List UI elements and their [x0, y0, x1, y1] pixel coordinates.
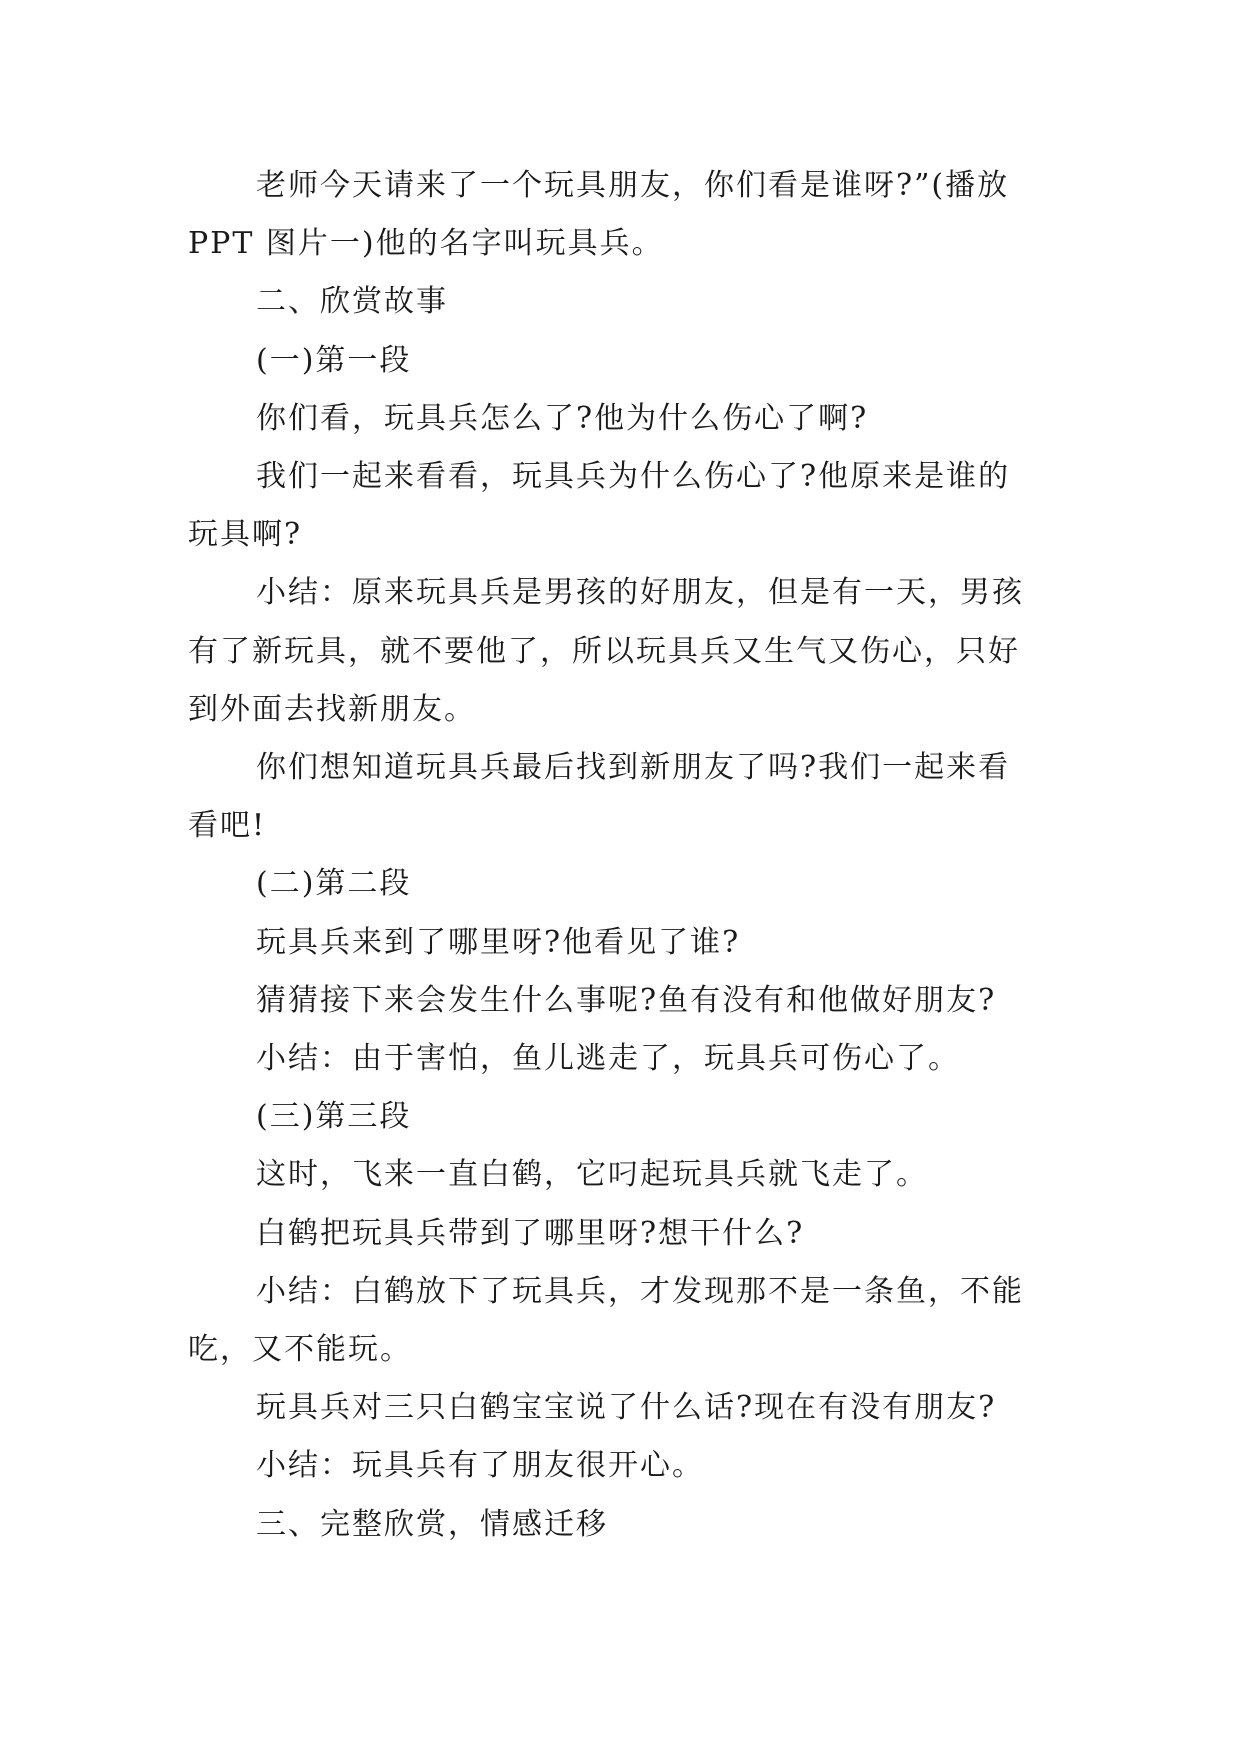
text-line: 小结：原来玩具兵是男孩的好朋友，但是有一天，男孩: [256, 575, 1024, 611]
text-line: 看吧!: [188, 808, 267, 844]
text-line: 小结：由于害怕，鱼儿逃走了，玩具兵可伤心了。: [256, 1041, 960, 1077]
text-line: 玩具兵来到了哪里呀?他看见了谁?: [256, 924, 741, 960]
text-line: 吃，又不能玩。: [188, 1332, 412, 1368]
paragraph: [188, 448, 1054, 564]
subsection-heading: [188, 855, 1054, 913]
text-line: 小结：白鹤放下了玩具兵，才发现那不是一条鱼，不能: [256, 1273, 1024, 1309]
summary-paragraph: [188, 1263, 1054, 1379]
section-heading: [188, 1496, 1054, 1554]
text-line: 三、完整欣赏，情感迁移: [256, 1506, 608, 1542]
text-line: 二、欣赏故事: [256, 284, 448, 320]
paragraph: [188, 972, 1054, 1030]
summary-paragraph: [188, 564, 1054, 739]
text-line: 有了新玩具，就不要他了，所以玩具兵又生气又伤心，只好: [188, 633, 1020, 669]
text-line: 玩具啊?: [188, 517, 303, 553]
paragraph: [188, 914, 1054, 972]
text-line: PPT 图片一)他的名字叫玩具兵。: [188, 226, 664, 262]
summary-paragraph: [188, 1030, 1054, 1088]
text-line: (三)第三段: [256, 1099, 412, 1135]
paragraph: [188, 739, 1054, 855]
paragraph: [188, 1146, 1054, 1204]
subsection-heading: [188, 332, 1054, 390]
paragraph: [188, 390, 1054, 448]
text-line: 白鹤把玩具兵带到了哪里呀?想干什么?: [256, 1215, 805, 1251]
subsection-heading: [188, 1088, 1054, 1146]
text-line: 到外面去找新朋友。: [188, 691, 476, 727]
section-heading: [188, 273, 1054, 331]
text-line: 我们一起来看看，玩具兵为什么伤心了?他原来是谁的: [256, 459, 1011, 495]
text-line: 你们看，玩具兵怎么了?他为什么伤心了啊?: [256, 400, 869, 436]
paragraph-intro: [188, 157, 1054, 273]
text-line: 老师今天请来了一个玩具朋友，你们看是谁呀?”(播放: [256, 168, 1010, 203]
text-line: 你们想知道玩具兵最后找到新朋友了吗?我们一起来看: [256, 750, 1011, 786]
document-body: [188, 157, 1054, 1554]
text-line: (二)第二段: [256, 866, 412, 902]
text-line: 这时，飞来一直白鹤，它叼起玩具兵就飞走了。: [256, 1157, 928, 1193]
text-line: (一)第一段: [256, 342, 412, 378]
text-line: 猜猜接下来会发生什么事呢?鱼有没有和他做好朋友?: [256, 982, 997, 1018]
text-line: 小结：玩具兵有了朋友很开心。: [256, 1448, 704, 1484]
text-line: 玩具兵对三只白鹤宝宝说了什么话?现在有没有朋友?: [256, 1390, 997, 1426]
summary-paragraph: [188, 1437, 1054, 1495]
paragraph: [188, 1379, 1054, 1437]
paragraph: [188, 1205, 1054, 1263]
